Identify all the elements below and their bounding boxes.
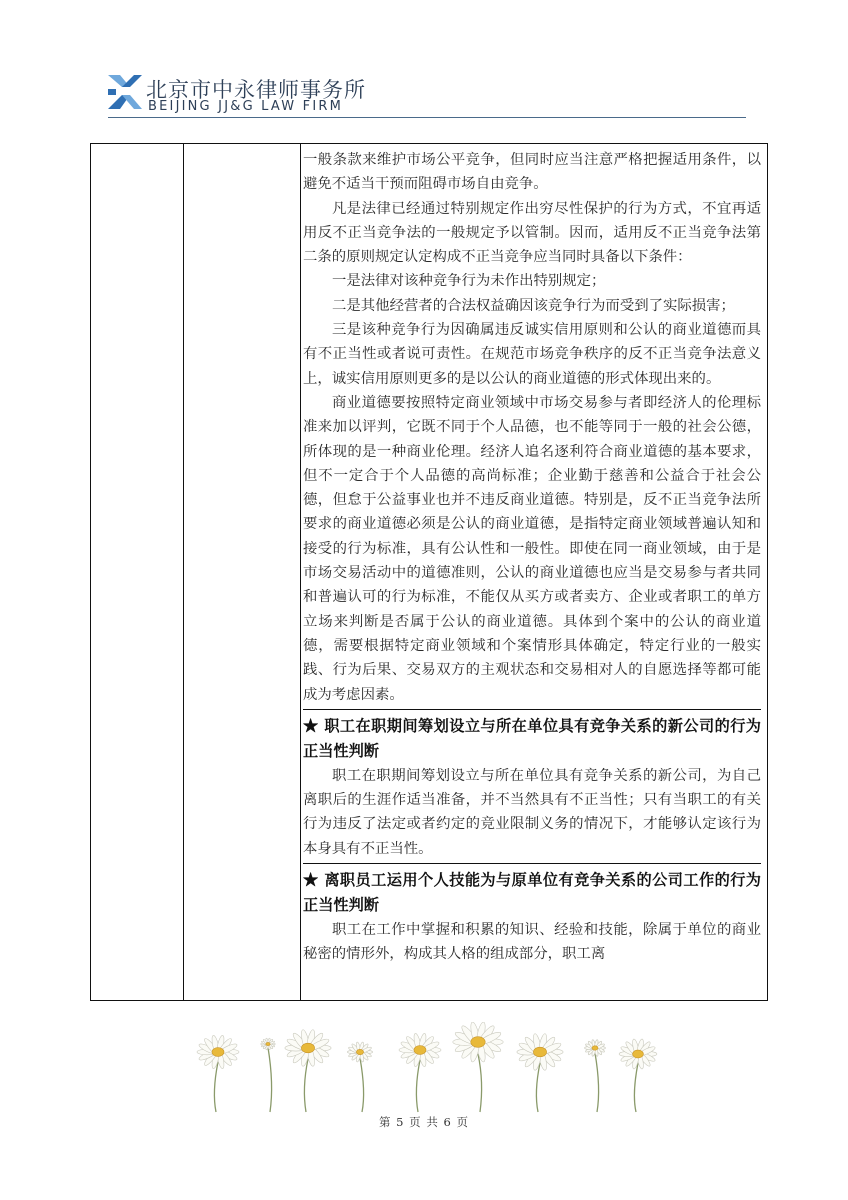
flower-stem: [634, 1063, 638, 1112]
page-number: 第 5 页 共 6 页: [379, 1115, 469, 1129]
body-paragraph: 一是法律对该种竞争行为未作出特别规定；: [332, 273, 606, 290]
firm-name-cn: 北京市中永律师事务所: [146, 78, 366, 102]
body-paragraph: 职工在职期间筹划设立与所在单位具有竞争关系的新公司，为自己离职后的生涯作适当准备，并不当然具有不正当性；只有当职工的有关行为违反了法定或者约定的竞业限制义务的情况下，才能够认定该行为本身具有不正当性。: [303, 767, 761, 857]
flower-center: [633, 1050, 644, 1058]
header-divider: [108, 117, 746, 118]
body-paragraph: 一般条款来维护市场公平竞争，但同时应当注意严格把握适用条件，以避免不适当干预而阻碍市场自由竞争。: [303, 152, 761, 193]
flower-stem: [360, 1058, 364, 1112]
section-heading: ★ 离职员工运用个人技能为与原单位有竞争关系的公司工作的行为正当性判断: [303, 871, 761, 915]
heading-rule: [303, 709, 761, 710]
section-heading: ★ 职工在职期间筹划设立与所在单位具有竞争关系的新公司的行为正当性判断: [303, 716, 761, 760]
flower-center: [471, 1037, 485, 1048]
flower-center: [212, 1048, 224, 1057]
flower-stem: [536, 1063, 540, 1112]
flower-center: [266, 1042, 270, 1045]
body-paragraph: 职工在工作中掌握和积累的知识、经验和技能，除属于单位的商业秘密的情形外，构成其人格的组成部分，职工离: [303, 922, 761, 963]
body-paragraph: 商业道德要按照特定商业领域中市场交易参与者即经济人的伦理标准来加以评判，它既不同于个人品德，也不能等同于一般的社会公德，所体现的是一种商业伦理。经济人追名逐利符合商业道德的基本要求，但不一定合于个人品德的高尚标准；企业勤于慈善和公益合于社会公德，但怠于公益事业也并不违反商业道德。特别是，反不正当竞争法所要求的商业道德必须是公认的商业道德，是指特定商业领域普遍认知和接受的行为标准，具有公认性和一般性。即使在同一商业领域，由于是市场交易活动中的道德准则，公认的商业道德也应当是交易参与者共同和普遍认可的行为标准，不能仅从买方或者卖方、企业或者职工的单方立场来判断是否属于公认的商业道德。具体到个案中的公认的商业道德，需要根据特定商业领域和个案情形具体确定，特定行业的一般实践、行为后果、交易双方的主观状态和交易相对人的自愿选择等都可能成为考虑因素。: [303, 394, 761, 703]
body-paragraph: 凡是法律已经通过特别规定作出穷尽性保护的行为方式，不宜再适用反不正当竞争法的一般规定予以管制。因而，适用反不正当竞争法第二条的原则规定认定构成不正当竞争应当同时具备以下条件：: [303, 200, 761, 266]
chamomile-flowers-illustration: [190, 1022, 660, 1114]
flower-stem: [416, 1060, 420, 1112]
flower-center: [356, 1049, 363, 1054]
flower-center: [533, 1047, 546, 1057]
firm-logo-icon: [108, 75, 142, 109]
firm-name-en: BEIJING JJ&G LAW FIRM: [148, 99, 344, 114]
flower-stem: [304, 1059, 308, 1112]
heading-rule: [303, 863, 761, 864]
flower-center: [414, 1046, 426, 1055]
body-paragraph: 三是该种竞争行为因确属违反诚实信用原则和公认的商业道德而具有不正当性或者说可责性。在规范市场竞争秩序的反不正当竞争法意义上，诚实信用原则更多的是以公认的商业道德的形式体现出来的。: [303, 322, 761, 387]
flower-stem: [214, 1062, 218, 1112]
body-paragraph: 二是其他经营者的合法权益确因该竞争行为而受到了实际损害；: [332, 297, 735, 314]
flower-stem: [595, 1053, 599, 1112]
table-content-cell: [303, 148, 761, 998]
table-column-divider: [183, 144, 184, 1000]
flower-stem: [268, 1048, 272, 1113]
flower-center: [301, 1043, 314, 1053]
table-column-divider: [300, 144, 301, 1000]
flower-stem: [478, 1054, 482, 1112]
document-table: [90, 143, 768, 1001]
flower-center: [592, 1046, 598, 1050]
